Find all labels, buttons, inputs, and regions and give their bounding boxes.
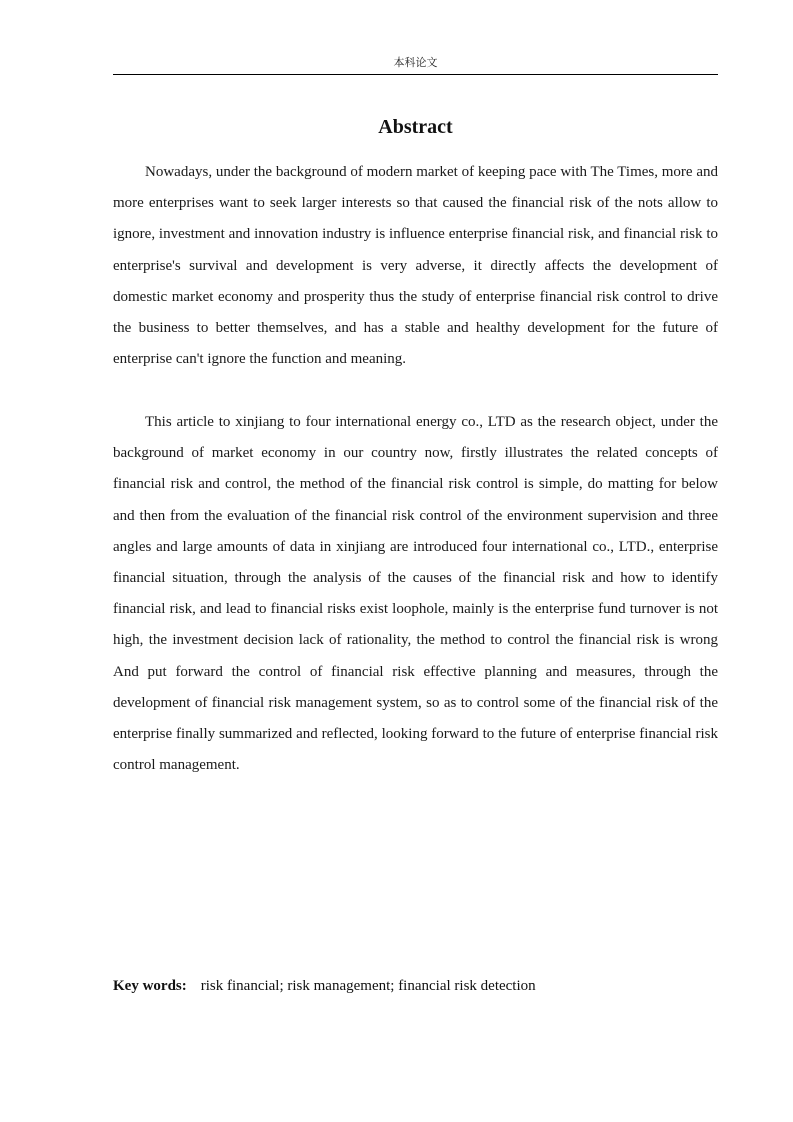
header-text: 本科论文	[393, 56, 438, 69]
abstract-paragraph-2: This article to xinjiang to four international energy co., LTD as the research object, under the background of market economy in our country now, firstly illustrates the related concepts of financial risk and control, the method of the financial risk control is simple, do matting for below and then from the evaluation of the financial risk control of the environment supervision and three angles and large amounts of data in xinjiang are introduced four international co., LTD., enterprise financial situation, through the analysis of the causes of the financial risk and how to identify financial risk, and lead to financial risks exist loophole, mainly is the enterprise fund turnover is not high, the investment decision lack of rationality, the method to control the financial risk is wrong And put forward the control of financial risk effective planning and measures, through the development of financial risk management system, so as to control some of the financial risk of the enterprise finally summarized and reflected, looking forward to the future of enterprise financial risk control management.	[113, 414, 718, 774]
page-header	[113, 55, 718, 75]
keywords-value: risk financial; risk management; financial risk detection	[200, 978, 536, 994]
abstract-paragraph-1: Nowadays, under the background of modern market of keeping pace with The Times, more and more enterprises want to seek larger interests so that caused the financial risk of the nots allow to ignore, investment and innovation industry is influence enterprise financial risk, and financial risk to enterprise's survival and development is very adverse, it directly affects the development of domestic market economy and prosperity thus the study of enterprise financial risk control to drive the business to better themselves, and has a stable and healthy development for the future of enterprise can't ignore the function and meaning.	[113, 164, 718, 368]
keywords-line	[113, 975, 718, 997]
keywords-label: Key words:	[113, 978, 187, 994]
abstract-title: Abstract	[378, 116, 453, 138]
